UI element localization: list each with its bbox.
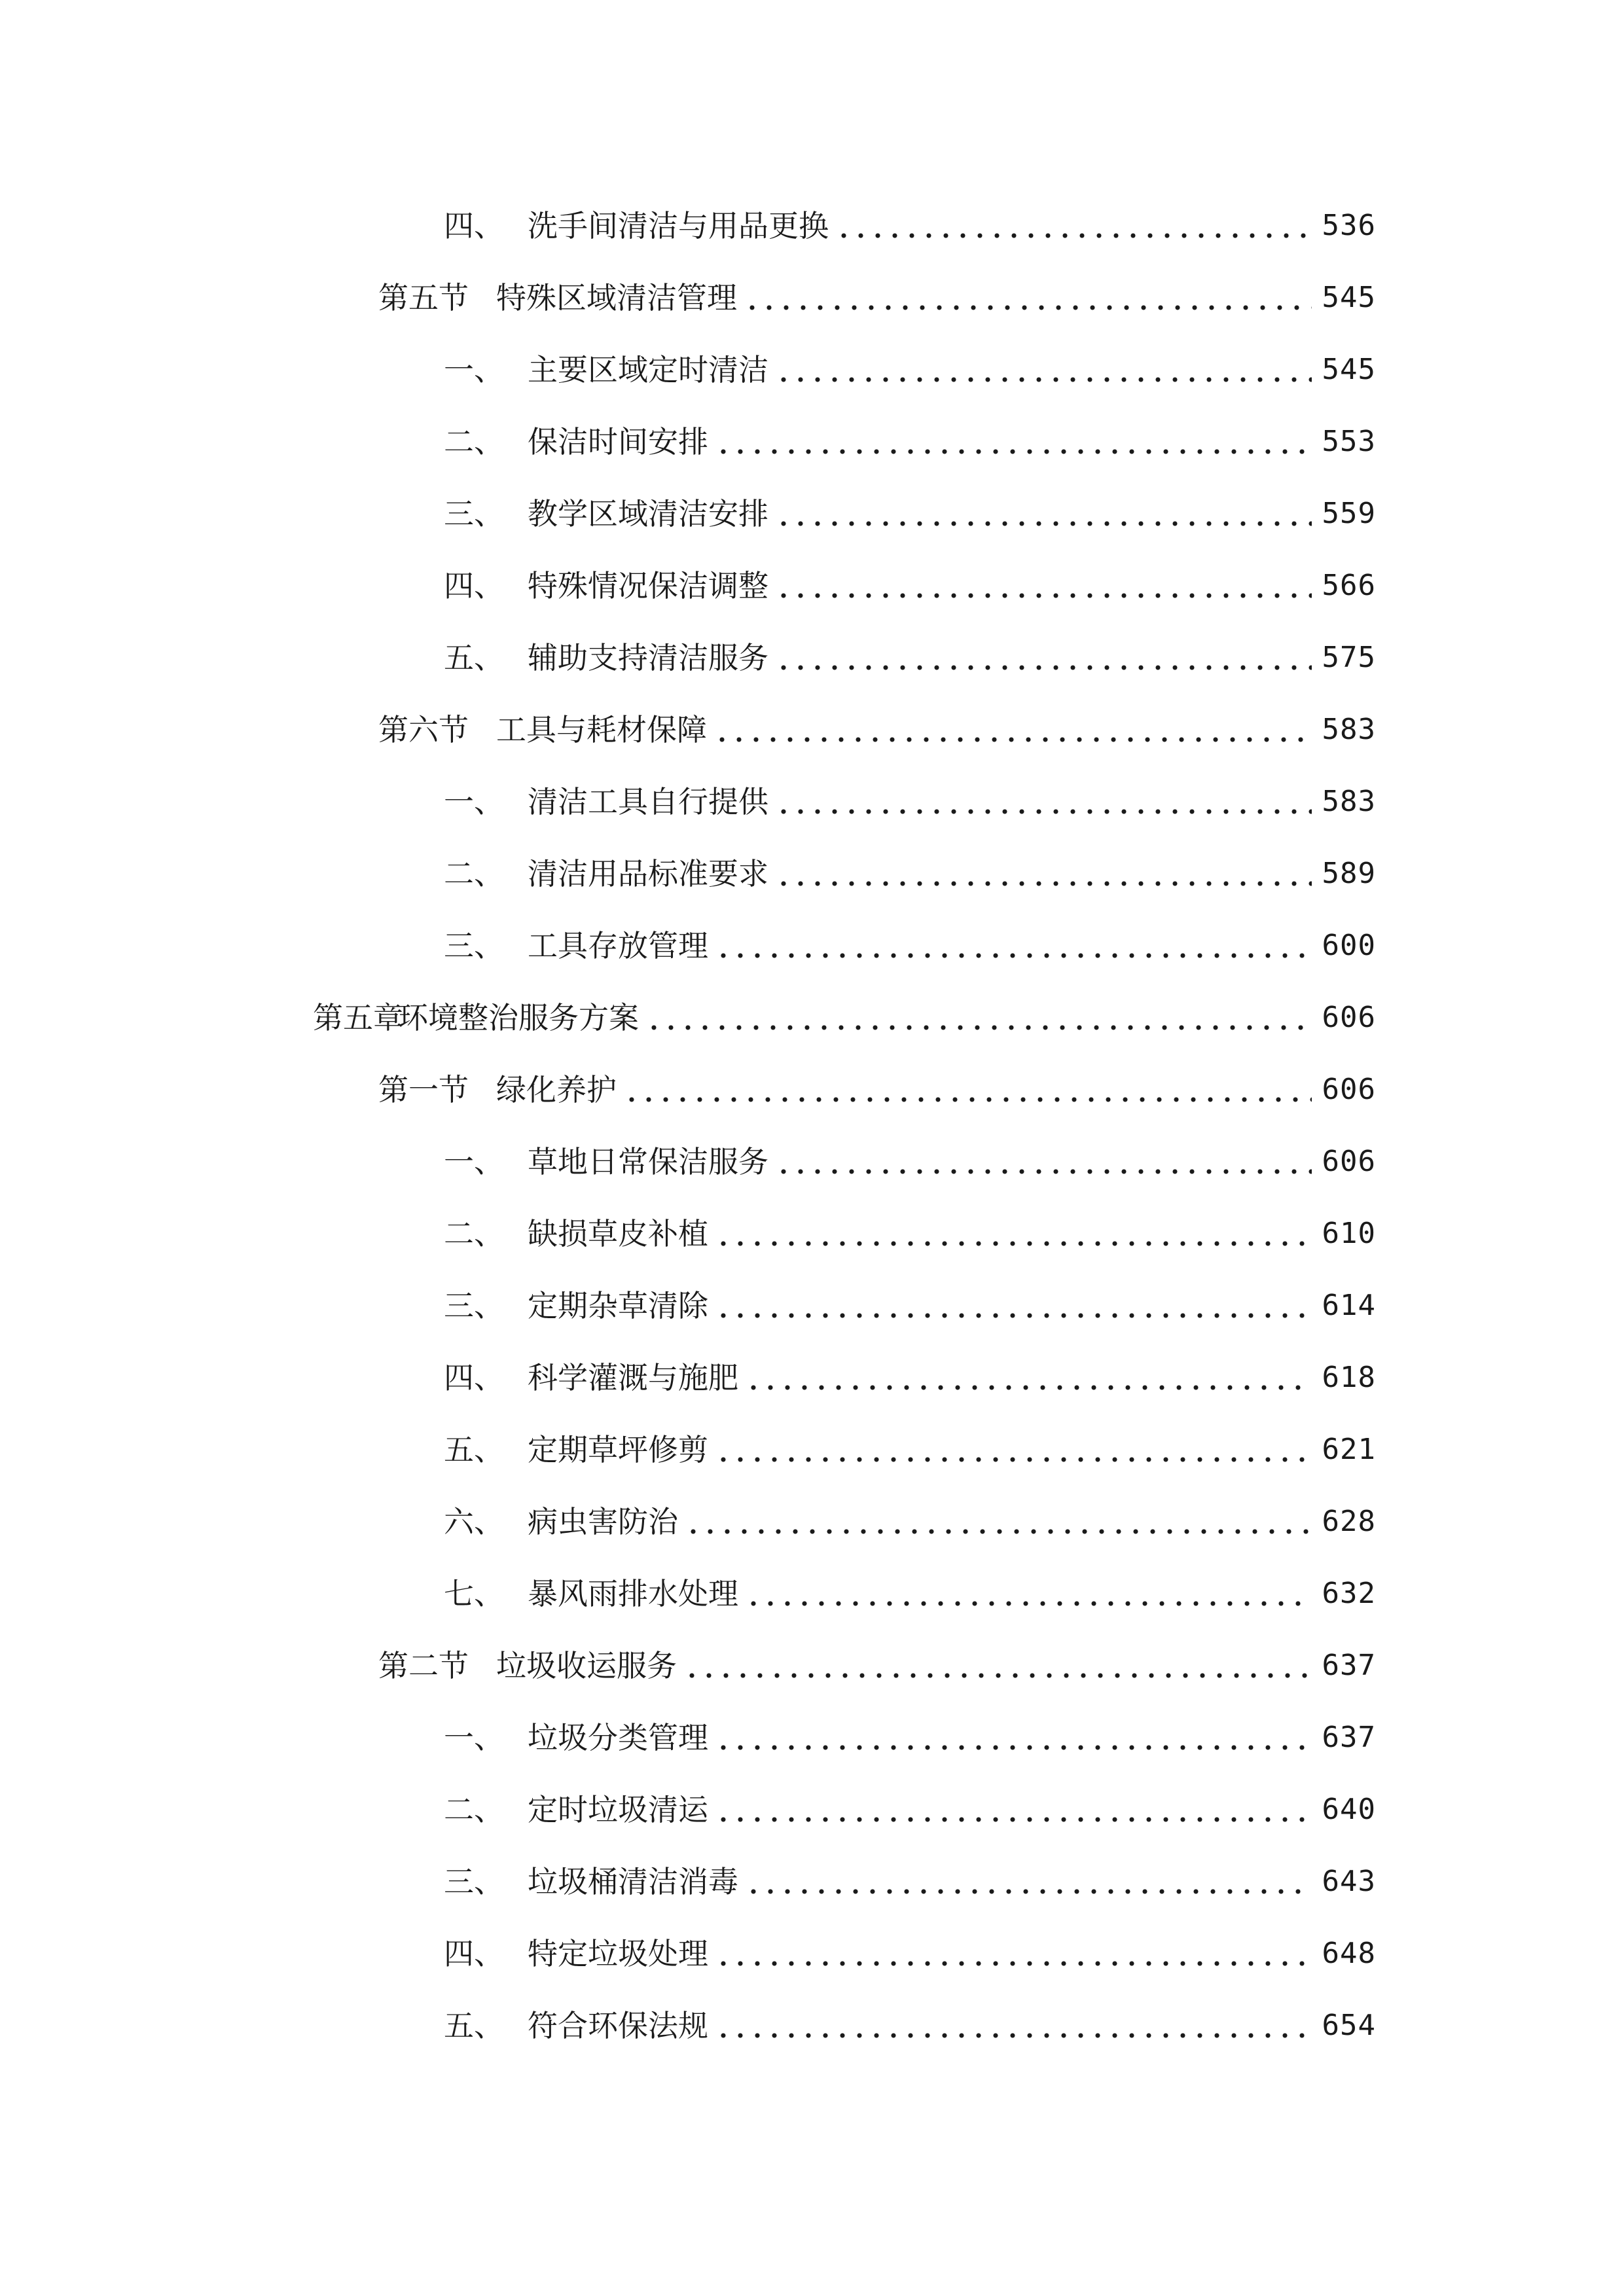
toc-entry[interactable] bbox=[444, 851, 1376, 897]
entry-title: 主要区域定时清洁 bbox=[528, 352, 768, 387]
entry-title: 工具存放管理 bbox=[528, 928, 708, 963]
entry-page-number: 545 bbox=[1322, 353, 1376, 386]
entry-title: 工具与耗材保障 bbox=[496, 712, 707, 747]
toc-entry[interactable] bbox=[444, 1283, 1376, 1329]
entry-number: 二、 bbox=[444, 856, 504, 891]
toc-entry[interactable] bbox=[444, 1211, 1376, 1257]
entry-title: 特殊情况保洁调整 bbox=[528, 568, 768, 603]
entry-page-number: 583 bbox=[1322, 785, 1376, 818]
toc-entry[interactable] bbox=[444, 1355, 1376, 1401]
toc-entry[interactable] bbox=[444, 1931, 1376, 1977]
dot-leader bbox=[775, 635, 1312, 681]
entry-number: 二、 bbox=[444, 1216, 504, 1251]
toc-entry[interactable] bbox=[444, 1499, 1376, 1545]
dot-leader bbox=[775, 347, 1312, 393]
dot-leader bbox=[715, 1931, 1312, 1977]
entry-number: 第二节 bbox=[378, 1648, 469, 1683]
entry-page-number: 606 bbox=[1322, 1073, 1376, 1106]
dot-leader bbox=[775, 851, 1312, 897]
toc-entry[interactable] bbox=[444, 1859, 1376, 1905]
dot-leader bbox=[835, 203, 1312, 249]
dot-leader bbox=[744, 275, 1312, 321]
entry-title: 环境整治服务方案 bbox=[398, 1000, 639, 1035]
dot-leader bbox=[745, 1571, 1312, 1617]
entry-number: 五、 bbox=[444, 1432, 504, 1467]
entry-page-number: 637 bbox=[1322, 1721, 1376, 1754]
entry-title: 垃圾分类管理 bbox=[528, 1720, 708, 1755]
toc-entry[interactable] bbox=[444, 1427, 1376, 1473]
entry-page-number: 610 bbox=[1322, 1217, 1376, 1250]
entry-title: 草地日常保洁服务 bbox=[528, 1144, 768, 1179]
entry-title: 垃圾收运服务 bbox=[496, 1648, 677, 1683]
entry-number: 第五节 bbox=[378, 280, 469, 315]
entry-number: 四、 bbox=[444, 568, 504, 603]
dot-leader bbox=[715, 419, 1312, 465]
dot-leader bbox=[775, 563, 1312, 609]
entry-title: 特定垃圾处理 bbox=[528, 1936, 708, 1971]
dot-leader bbox=[775, 779, 1312, 825]
entry-number: 三、 bbox=[444, 1864, 504, 1899]
entry-title: 垃圾桶清洁消毒 bbox=[528, 1864, 738, 1899]
entry-number: 一、 bbox=[444, 784, 504, 819]
toc-entry[interactable] bbox=[444, 635, 1376, 681]
toc-entry[interactable] bbox=[378, 1067, 1376, 1113]
toc-entry[interactable] bbox=[444, 1715, 1376, 1761]
entry-page-number: 545 bbox=[1322, 281, 1376, 314]
toc-entry[interactable] bbox=[444, 1571, 1376, 1617]
entry-page-number: 583 bbox=[1322, 713, 1376, 746]
entry-page-number: 566 bbox=[1322, 569, 1376, 602]
entry-number: 五、 bbox=[444, 2008, 504, 2043]
entry-page-number: 589 bbox=[1322, 857, 1376, 890]
entry-page-number: 628 bbox=[1322, 1505, 1376, 1538]
entry-title: 病虫害防治 bbox=[528, 1504, 678, 1539]
entry-title: 缺损草皮补植 bbox=[528, 1216, 708, 1251]
toc-entry[interactable] bbox=[444, 491, 1376, 537]
entry-number: 五、 bbox=[444, 640, 504, 675]
entry-page-number: 536 bbox=[1322, 209, 1376, 242]
dot-leader bbox=[685, 1499, 1312, 1545]
entry-number: 一、 bbox=[444, 1144, 504, 1179]
entry-number: 七、 bbox=[444, 1576, 504, 1611]
entry-page-number: 614 bbox=[1322, 1289, 1376, 1322]
entry-number: 三、 bbox=[444, 496, 504, 531]
entry-title: 特殊区域清洁管理 bbox=[496, 280, 737, 315]
entry-title: 暴风雨排水处理 bbox=[528, 1576, 738, 1611]
entry-page-number: 632 bbox=[1322, 1577, 1376, 1610]
entry-page-number: 606 bbox=[1322, 1001, 1376, 1034]
toc-entry[interactable] bbox=[313, 995, 1376, 1041]
entry-number: 四、 bbox=[444, 208, 504, 243]
entry-page-number: 637 bbox=[1322, 1649, 1376, 1682]
dot-leader bbox=[775, 491, 1312, 537]
entry-page-number: 640 bbox=[1322, 1793, 1376, 1826]
dot-leader bbox=[745, 1859, 1312, 1905]
entry-page-number: 553 bbox=[1322, 425, 1376, 458]
entry-number: 二、 bbox=[444, 1792, 504, 1827]
entry-title: 定时垃圾清运 bbox=[528, 1792, 708, 1827]
entry-title: 绿化养护 bbox=[496, 1072, 617, 1107]
entry-page-number: 618 bbox=[1322, 1361, 1376, 1394]
entry-number: 三、 bbox=[444, 1288, 504, 1323]
entry-number: 第六节 bbox=[378, 712, 469, 747]
dot-leader bbox=[713, 707, 1312, 753]
entry-title: 科学灌溉与施肥 bbox=[528, 1360, 738, 1395]
dot-leader bbox=[715, 1427, 1312, 1473]
entry-title: 洗手间清洁与用品更换 bbox=[528, 208, 829, 243]
dot-leader bbox=[715, 2003, 1312, 2049]
entry-title: 保洁时间安排 bbox=[528, 424, 708, 459]
entry-page-number: 575 bbox=[1322, 641, 1376, 674]
toc-entry[interactable] bbox=[444, 347, 1376, 393]
entry-page-number: 648 bbox=[1322, 1937, 1376, 1970]
entry-number: 一、 bbox=[444, 1720, 504, 1755]
entry-title: 教学区域清洁安排 bbox=[528, 496, 768, 531]
entry-title: 定期草坪修剪 bbox=[528, 1432, 708, 1467]
toc-entry[interactable] bbox=[444, 2003, 1376, 2049]
entry-title: 定期杂草清除 bbox=[528, 1288, 708, 1323]
entry-page-number: 559 bbox=[1322, 497, 1376, 530]
dot-leader bbox=[715, 1283, 1312, 1329]
entry-number: 第一节 bbox=[378, 1072, 469, 1107]
entry-number: 一、 bbox=[444, 352, 504, 387]
entry-page-number: 606 bbox=[1322, 1145, 1376, 1178]
dot-leader bbox=[745, 1355, 1312, 1401]
dot-leader bbox=[715, 1787, 1312, 1833]
toc-entry[interactable] bbox=[444, 923, 1376, 969]
toc-entry[interactable] bbox=[378, 1643, 1376, 1689]
entry-page-number: 600 bbox=[1322, 929, 1376, 962]
dot-leader bbox=[775, 1139, 1312, 1185]
entry-number: 四、 bbox=[444, 1936, 504, 1971]
entry-number: 四、 bbox=[444, 1360, 504, 1395]
dot-leader bbox=[683, 1643, 1312, 1689]
dot-leader bbox=[715, 1211, 1312, 1257]
toc-entry[interactable] bbox=[444, 203, 1376, 249]
entry-number: 第五章 bbox=[313, 1000, 403, 1035]
dot-leader bbox=[645, 995, 1312, 1041]
toc-entry[interactable] bbox=[378, 275, 1376, 321]
dot-leader bbox=[715, 1715, 1312, 1761]
entry-page-number: 654 bbox=[1322, 2009, 1376, 2042]
toc-entry[interactable] bbox=[444, 1139, 1376, 1185]
entry-number: 三、 bbox=[444, 928, 504, 963]
entry-title: 清洁用品标准要求 bbox=[528, 856, 768, 891]
entry-number: 六、 bbox=[444, 1504, 504, 1539]
toc-entry[interactable] bbox=[444, 779, 1376, 825]
entry-title: 符合环保法规 bbox=[528, 2008, 708, 2043]
toc-entry[interactable] bbox=[444, 563, 1376, 609]
entry-number: 二、 bbox=[444, 424, 504, 459]
toc-entry[interactable] bbox=[378, 707, 1376, 753]
dot-leader bbox=[715, 923, 1312, 969]
entry-page-number: 643 bbox=[1322, 1865, 1376, 1898]
dot-leader bbox=[623, 1067, 1312, 1113]
toc-entry[interactable] bbox=[444, 419, 1376, 465]
toc-entry[interactable] bbox=[444, 1787, 1376, 1833]
entry-title: 清洁工具自行提供 bbox=[528, 784, 768, 819]
entry-title: 辅助支持清洁服务 bbox=[528, 640, 768, 675]
entry-page-number: 621 bbox=[1322, 1433, 1376, 1466]
